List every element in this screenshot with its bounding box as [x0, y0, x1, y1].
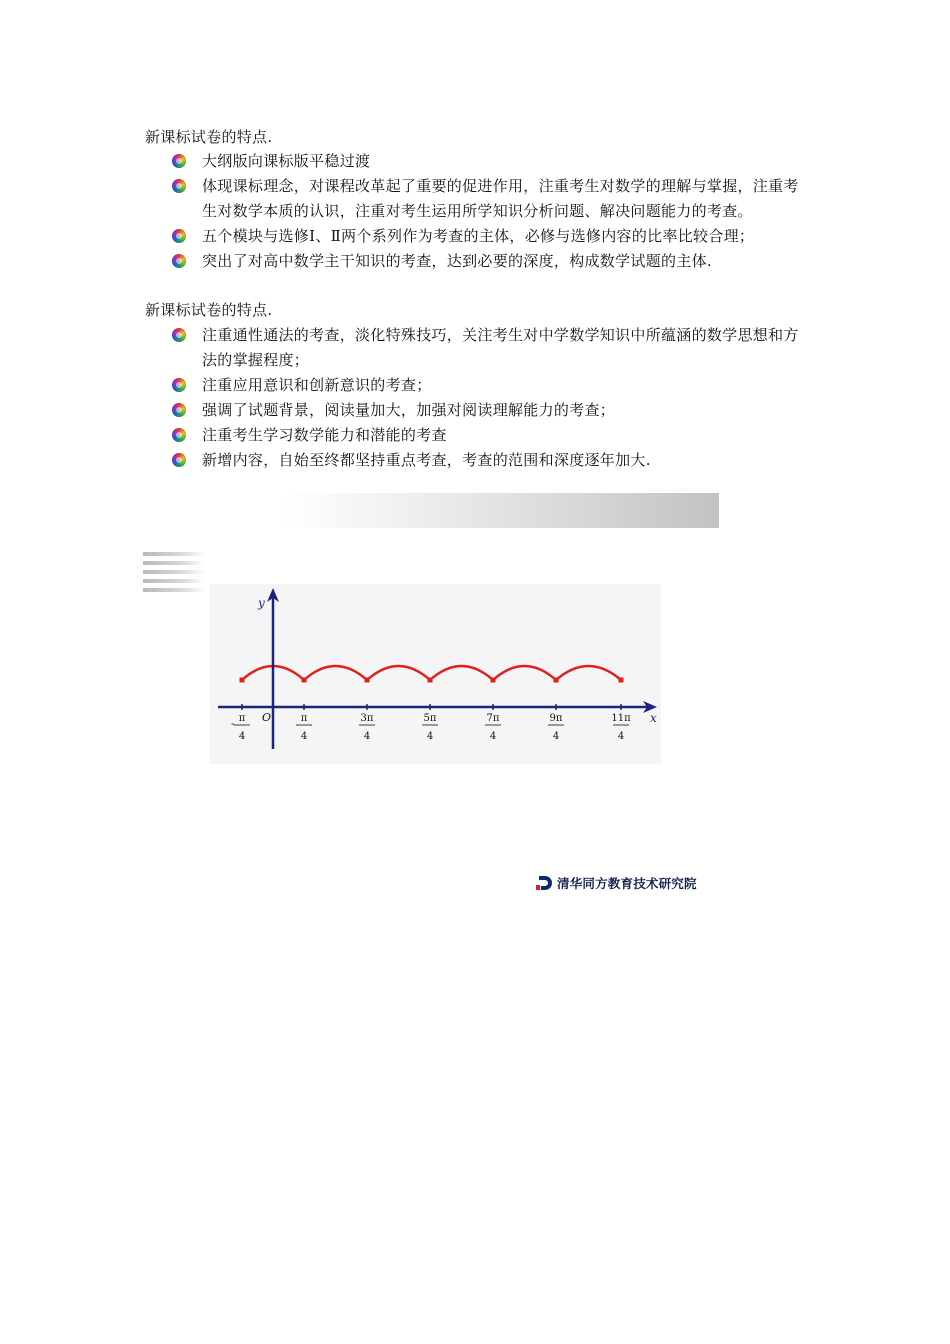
list-item — [172, 448, 812, 473]
curve-node — [302, 678, 307, 683]
curve-arch — [367, 666, 430, 680]
list-item — [172, 323, 812, 373]
tick-layer — [231, 704, 631, 742]
section1-heading: 新课标试卷的特点. — [145, 128, 273, 146]
bullet-icon — [172, 428, 186, 442]
bullet-icon — [172, 403, 186, 417]
x-tick-denominator: 4 — [363, 731, 371, 742]
bullet-icon — [172, 154, 186, 168]
curve-arch — [556, 666, 621, 680]
list-item — [172, 423, 812, 448]
publisher-logo — [535, 873, 697, 893]
list-item — [172, 249, 812, 274]
list-item-text: 体现课标理念，对课程改革起了重要的促进作用，注重考生对数学的理解与掌握，注重考生对数学本质的认识，注重对考生运用所学知识分析问题、解决问题能力的考查。 — [202, 177, 799, 220]
y-axis-label: y — [258, 596, 265, 610]
curve-node — [491, 678, 496, 683]
x-tick-numerator: 3π — [360, 713, 374, 724]
x-tick-numerator: 5π — [423, 713, 437, 724]
curve-arch — [304, 666, 367, 680]
bullet-icon — [172, 179, 186, 193]
x-tick-sign: - — [231, 717, 235, 730]
list-item — [172, 398, 812, 423]
bullet-icon — [172, 453, 186, 467]
list-item — [172, 373, 812, 398]
x-tick-denominator: 4 — [489, 731, 497, 742]
logo-text: 清华同方教育技术研究院 — [557, 876, 697, 891]
x-tick-numerator: 9π — [549, 713, 563, 724]
list-item-text: 大纲版向课标版平稳过渡 — [202, 152, 371, 170]
curve-arch — [430, 666, 493, 680]
bullet-icon — [172, 229, 186, 243]
x-tick-denominator: 4 — [617, 731, 625, 742]
x-tick-denominator: 4 — [300, 731, 308, 742]
tsinghua-tongfang-logo-icon — [535, 874, 553, 892]
bullet-icon — [172, 378, 186, 392]
bullet-icon — [172, 254, 186, 268]
x-tick-numerator: π — [300, 713, 308, 724]
curve-arch — [493, 666, 556, 680]
list-item-text: 注重通性通法的考查，淡化特殊技巧，关注考生对中学数学知识中所蕴涵的数学思想和方法的掌握程度； — [202, 326, 799, 369]
curve-node — [619, 678, 624, 683]
curve-node — [554, 678, 559, 683]
x-tick-denominator: 4 — [238, 731, 246, 742]
x-tick-denominator: 4 — [552, 731, 560, 742]
list-item — [172, 149, 812, 174]
list-item-text: 注重应用意识和创新意识的考查； — [202, 376, 432, 394]
list-item-text: 强调了试题背景，阅读量加大，加强对阅读理解能力的考查； — [202, 401, 616, 419]
list-item-text: 新增内容，自始至终都坚持重点考查，考查的范围和深度逐年加大. — [202, 451, 651, 469]
decorative-gradient-bar — [283, 493, 719, 528]
list-item-text: 五个模块与选修Ⅰ、Ⅱ两个系列作为考查的主体，必修与选修内容的比率比较合理； — [202, 227, 755, 245]
x-tick-numerator: π — [238, 713, 246, 724]
curve-node — [240, 678, 245, 683]
section2-heading: 新课标试卷的特点. — [145, 301, 273, 319]
origin-label: O — [262, 711, 272, 724]
list-item — [172, 224, 812, 249]
curve-node — [428, 678, 433, 683]
list-item-text: 突出了对高中数学主干知识的考查，达到必要的深度，构成数学试题的主体. — [202, 252, 712, 270]
x-tick-numerator: 7π — [486, 713, 500, 724]
curve-node — [365, 678, 370, 683]
x-tick-numerator: 11π — [611, 713, 631, 724]
bullet-icon — [172, 328, 186, 342]
list-item — [172, 174, 812, 224]
function-graph — [210, 584, 661, 764]
decorative-stripes — [143, 552, 205, 594]
x-axis-label: x — [650, 711, 657, 725]
function-graph-panel — [210, 584, 661, 764]
section2-list — [172, 323, 812, 473]
section1-list — [172, 149, 812, 274]
x-tick-denominator: 4 — [426, 731, 434, 742]
curve-layer — [240, 666, 624, 683]
list-item-text: 注重考生学习数学能力和潜能的考查 — [202, 426, 447, 444]
